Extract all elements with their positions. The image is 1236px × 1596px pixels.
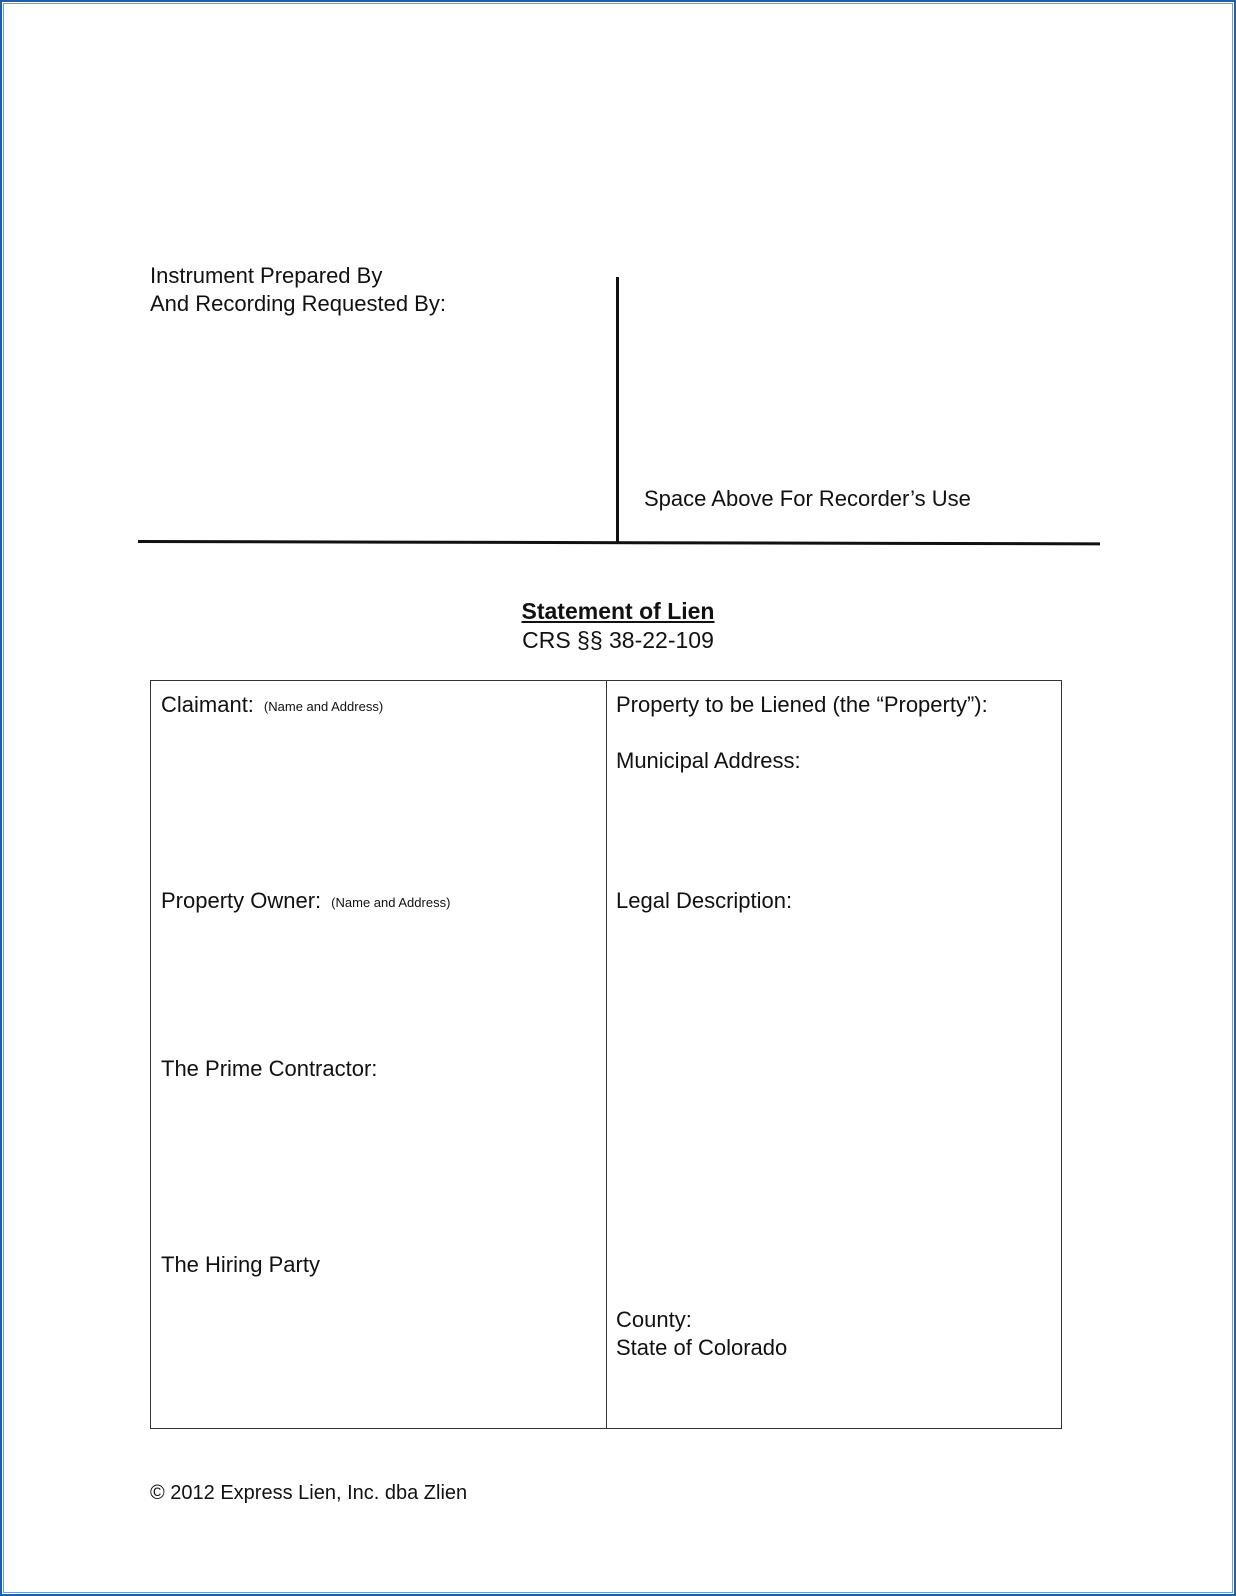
prepared-by-line1: Instrument Prepared By [150,263,383,288]
recorder-use-note: Space Above For Recorder’s Use [644,486,971,511]
table-column-divider [606,680,607,1429]
property-heading: Property to be Liened (the “Property”): [616,692,988,717]
prime-contractor-label: The Prime Contractor: [161,1056,378,1081]
prepared-by-line2: And Recording Requested By: [150,291,446,316]
state-label: State of Colorado [616,1335,788,1360]
county-state-block [616,1306,787,1362]
legal-description-label: Legal Description: [616,888,793,913]
municipal-address-label: Municipal Address: [616,748,801,773]
copyright-notice: © 2012 Express Lien, Inc. dba Zlien [150,1482,468,1504]
county-label: County: [616,1307,692,1332]
property-owner-label: Property Owner: [161,888,322,913]
hiring-party-label: The Hiring Party [161,1252,320,1277]
property-owner-hint: (Name and Address) [331,895,451,910]
recorder-divider-vertical [616,277,619,543]
claimant-field [161,691,383,721]
claimant-label: Claimant: [161,692,254,717]
document-title [0,597,1236,625]
prepared-by-block [150,262,446,318]
claimant-hint: (Name and Address) [263,699,384,714]
document-title-text: Statement of Lien [521,598,715,624]
property-owner-field [161,887,450,917]
document-subtitle: CRS §§ 38-22-109 [522,627,714,653]
